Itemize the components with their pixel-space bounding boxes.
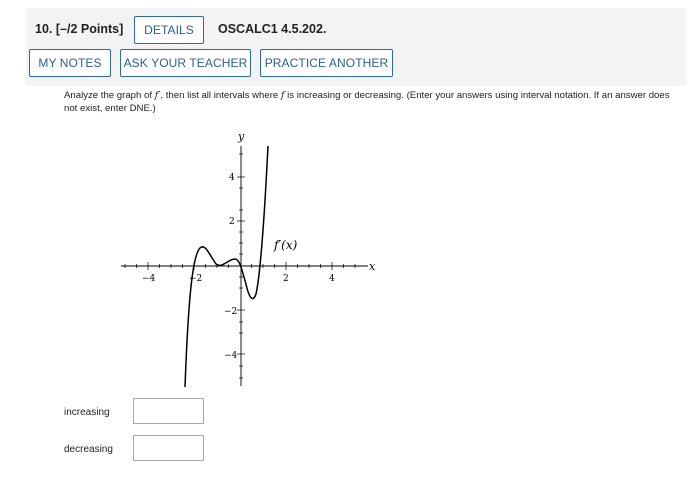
y-axis-label: y [238, 130, 245, 143]
y-tick-label: −4 [224, 351, 238, 361]
increasing-input[interactable] [133, 398, 204, 424]
decreasing-label: decreasing [64, 444, 113, 455]
practice-another-button[interactable]: PRACTICE ANOTHER [260, 49, 393, 77]
y-tick-label: −2 [224, 307, 238, 317]
x-axis-label: x [369, 260, 376, 273]
x-tick-label: 4 [329, 274, 335, 284]
y-tick-label: 2 [229, 217, 235, 227]
question-header [26, 8, 686, 86]
ask-your-teacher-button[interactable]: ASK YOUR TEACHER [120, 49, 251, 77]
x-tick-label: −4 [142, 274, 156, 284]
x-tick-label: −2 [189, 274, 203, 284]
x-tick-label: 2 [283, 274, 289, 284]
details-button[interactable]: DETAILS [134, 16, 204, 44]
question-prompt [64, 89, 682, 115]
prompt-function-derivative: f′ [154, 90, 161, 101]
derivative-graph [116, 126, 386, 388]
question-number [35, 22, 123, 36]
prompt-function: f [280, 90, 285, 101]
decreasing-input[interactable] [133, 435, 204, 461]
prompt-text-3: is increasing or decreasing. (Enter your answers using interval notation. If an answer does not exist, enter DNE.) [64, 90, 670, 114]
question-content [56, 86, 686, 482]
question-code: OSCALC1 4.5.202. [218, 22, 327, 36]
prompt-text-1: Analyze the graph of [64, 90, 155, 101]
curve-label: f′(x) [274, 238, 298, 252]
y-tick-label: 4 [229, 173, 235, 183]
increasing-label: increasing [64, 407, 110, 418]
prompt-text-2: , then list all intervals where [160, 90, 281, 101]
my-notes-button[interactable]: MY NOTES [29, 49, 111, 77]
question-number-text: 10. [35, 22, 53, 36]
question-points: [–/2 Points] [55, 22, 124, 36]
